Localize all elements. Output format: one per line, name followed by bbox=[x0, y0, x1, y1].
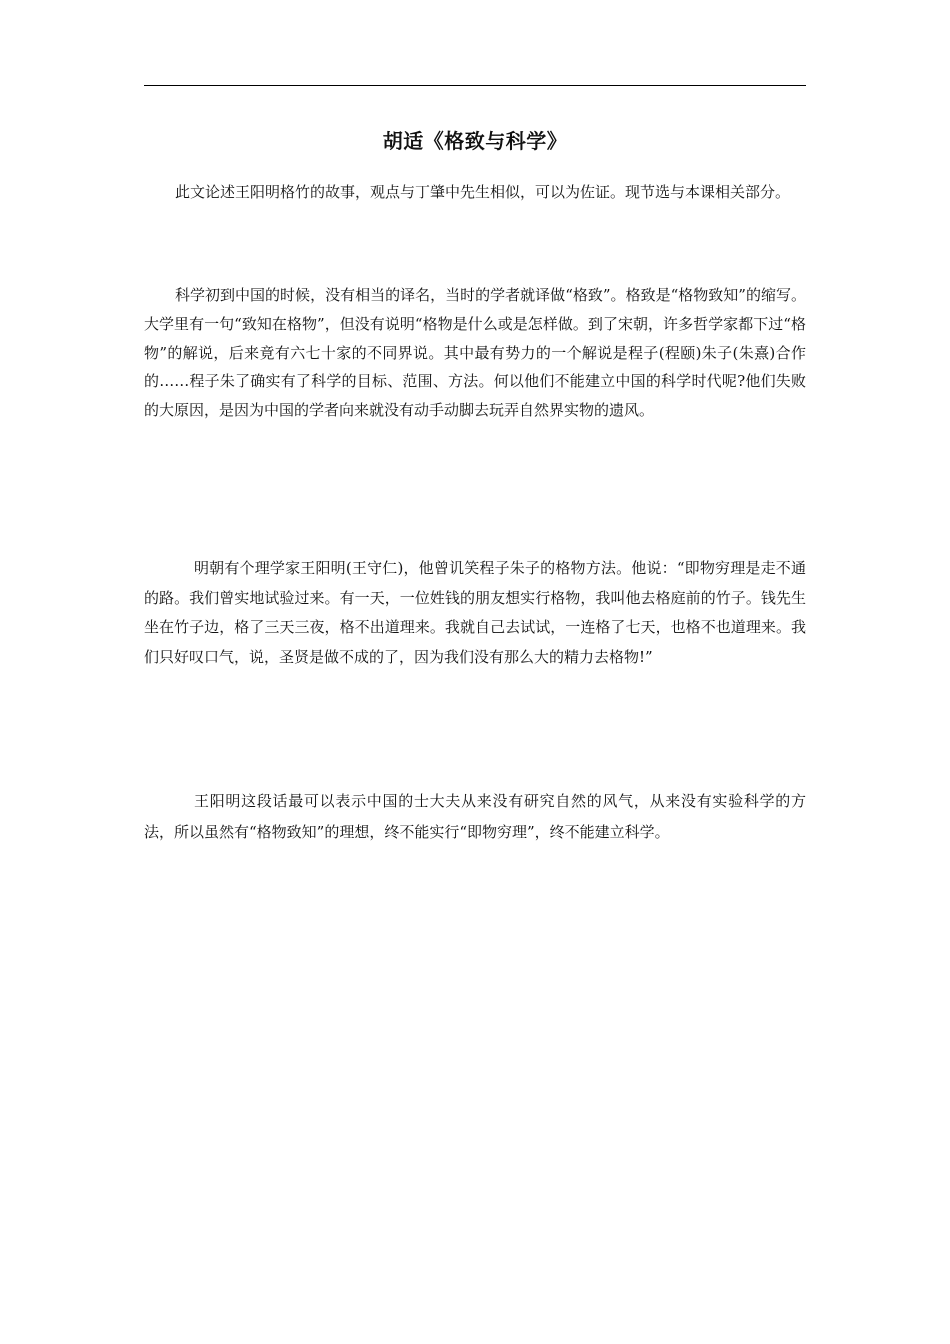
paragraph-3: 王阳明这段话最可以表示中国的士大夫从来没有研究自然的风气，从来没有实验科学的方法，所以虽然有“格物致知”的理想，终不能实行“即物穷理”，终不能建立科学。 bbox=[144, 792, 806, 841]
paragraph-block-1 bbox=[144, 281, 806, 425]
paragraph-2: 明朝有个理学家王阳明(王守仁)，他曾讥笑程子朱子的格物方法。他说：“即物穷理是走不通的路。我们曾实地试验过来。有一天，一位姓钱的朋友想实行格物，我叫他去格庭前的竹子。钱先生坐在竹子边，格了三天三夜，格不出道理来。我就自己去试试，一连格了七天，也格不也道理来。我们只好叹口气，说，圣贤是做不成的了，因为我们没有那么大的精力去格物!” bbox=[144, 559, 806, 666]
paragraph-block-3 bbox=[144, 786, 806, 848]
header-rule bbox=[144, 85, 806, 86]
intro-paragraph: 此文论述王阳明格竹的故事，观点与丁肇中先生相似，可以为佐证。现节选与本课相关部分。 bbox=[175, 183, 791, 201]
paragraph-block-2 bbox=[144, 554, 806, 672]
paragraph-1: 科学初到中国的时候，没有相当的译名，当时的学者就译做“格致”。格致是“格物致知”的缩写。大学里有一句“致知在格物”，但没有说明“格物是什么或是怎样做。到了宋朝，许多哲学家都下过“格物”的解说，后来竟有六七十家的不同界说。其中最有势力的一个解说是程子(程颐)朱子(朱熹)合作的……程子朱了确实有了科学的目标、范围、方法。何以他们不能建立中国的科学时代呢?他们失败的大原因，是因为中国的学者向来就没有动手动脚去玩弄自然界实物的遗风。 bbox=[144, 286, 806, 420]
intro-block bbox=[144, 178, 806, 207]
document-title: 胡适《格致与科学》 bbox=[382, 129, 568, 153]
